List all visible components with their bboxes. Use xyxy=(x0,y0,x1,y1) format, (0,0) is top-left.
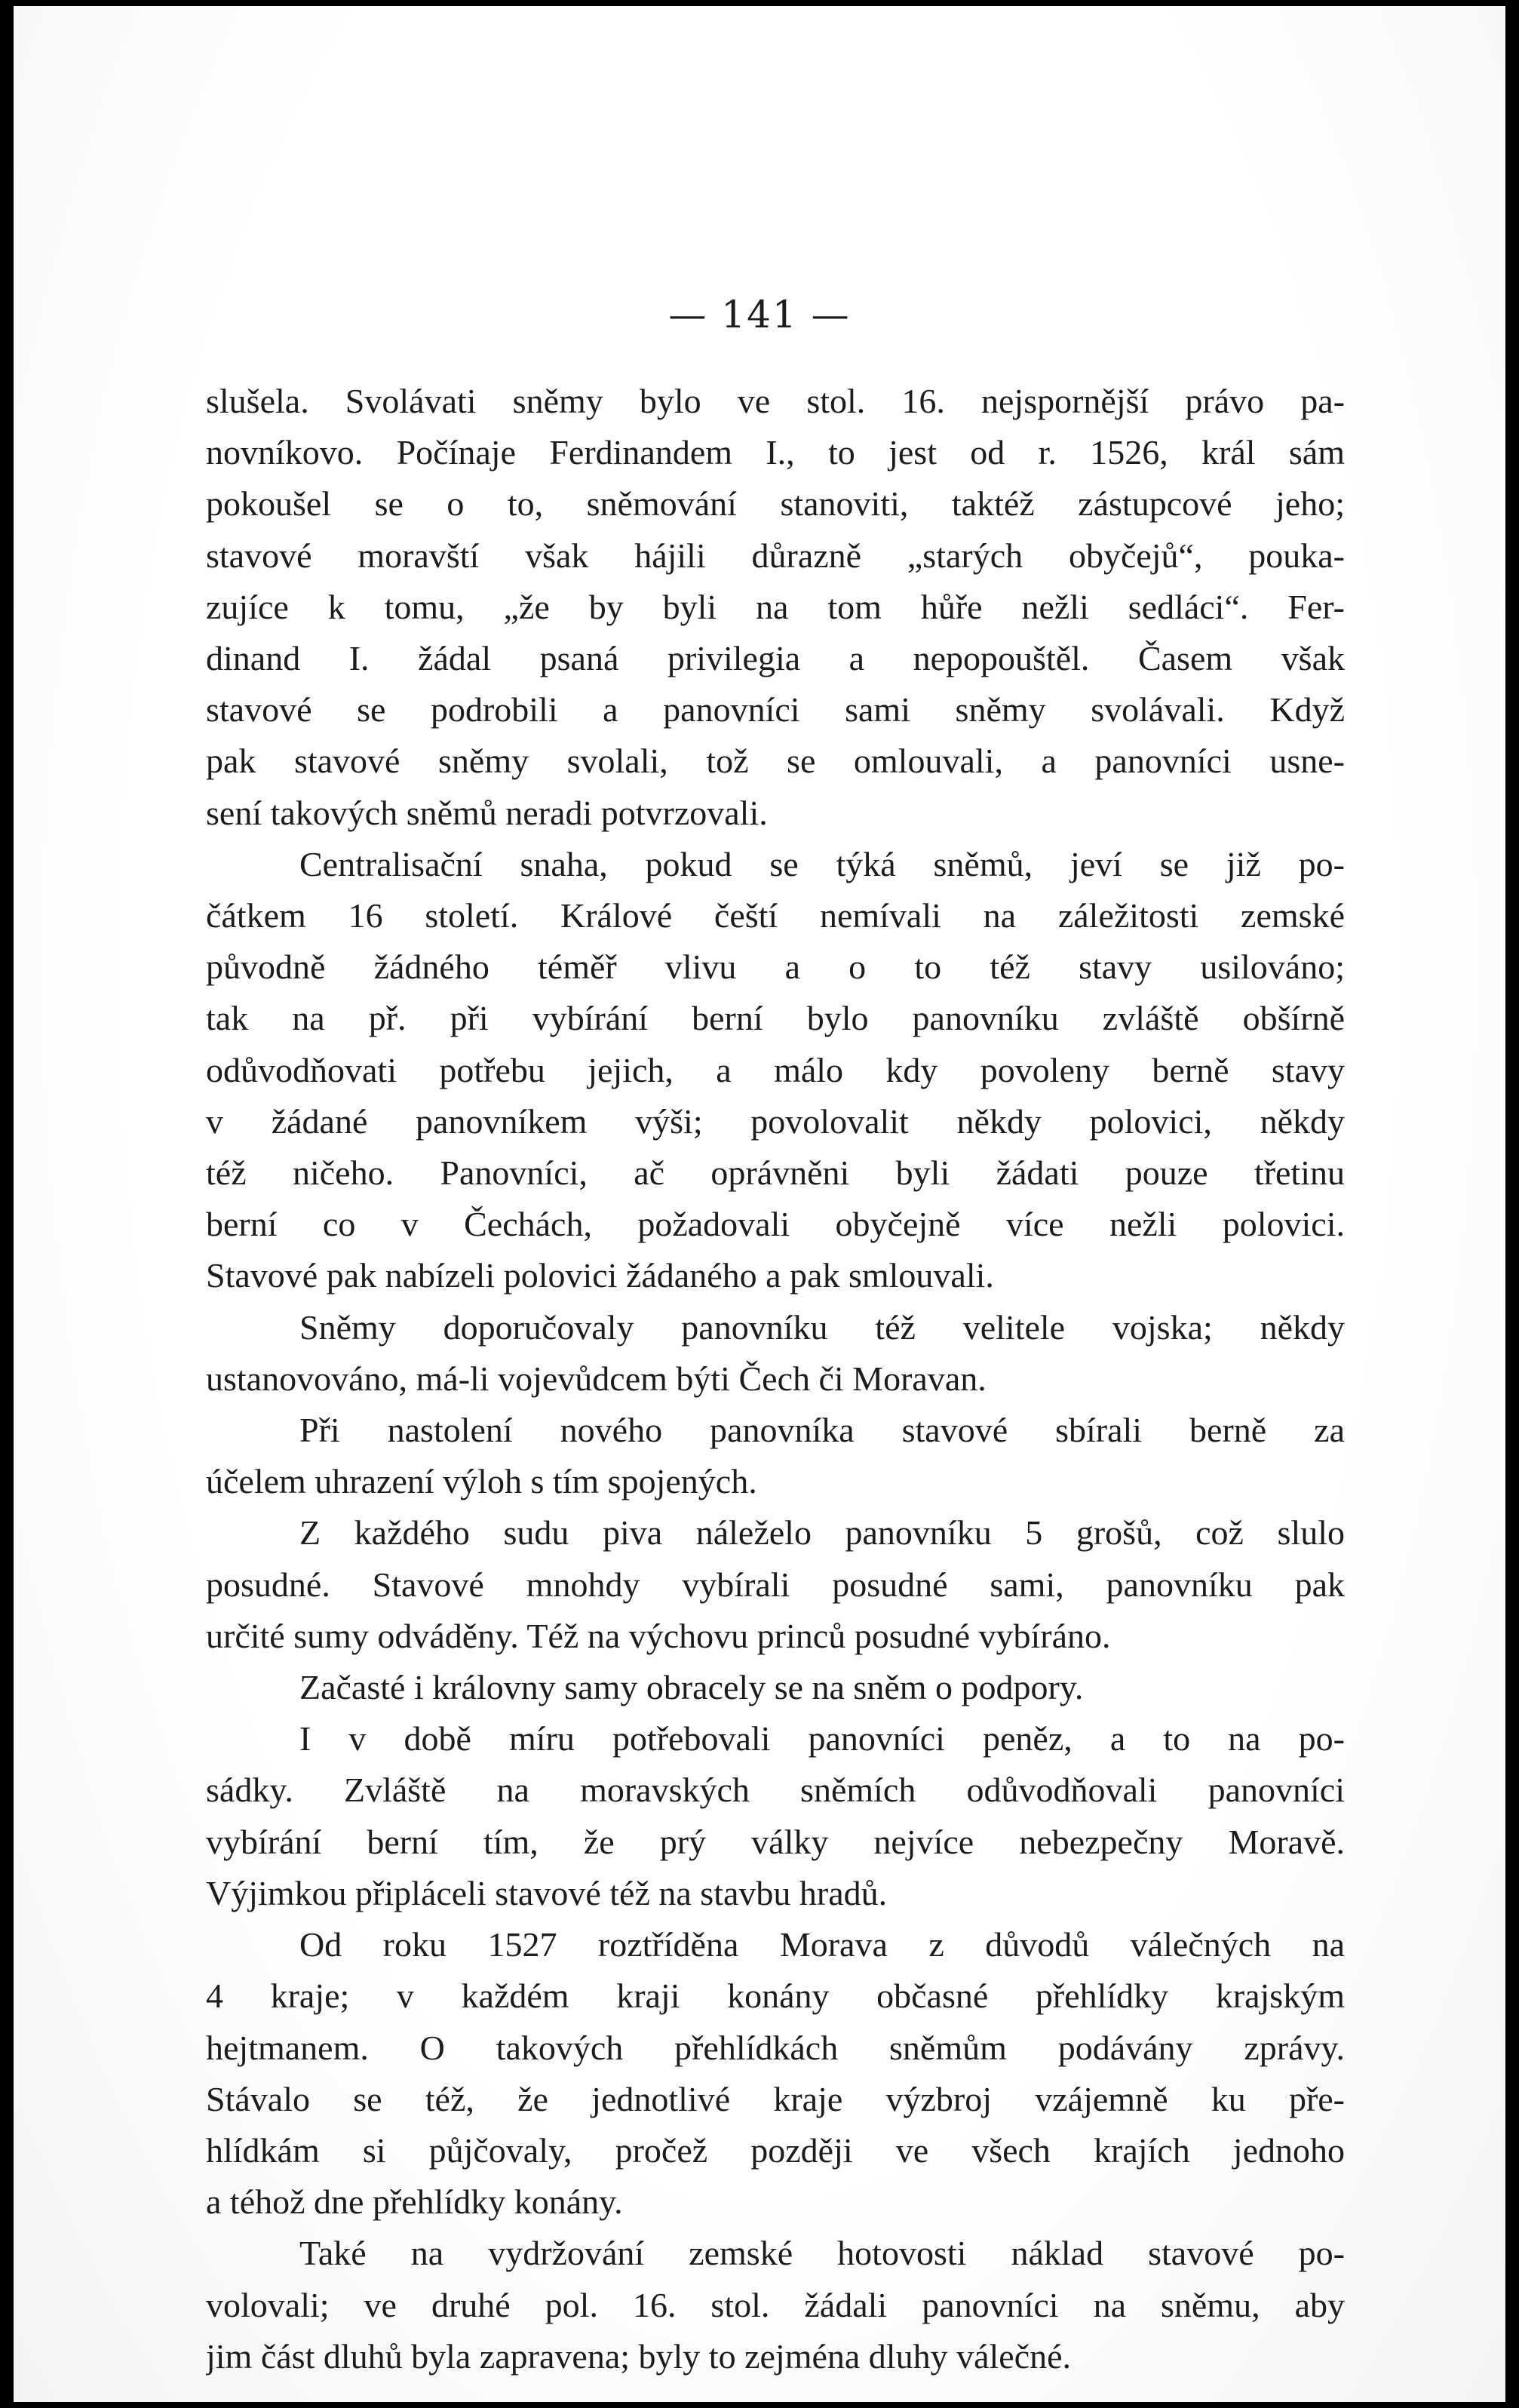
text-line: sádky. Zvláště na moravských sněmích odůvodňovali panovníci xyxy=(206,1771,1345,1810)
text-line: sení takových sněmů neradi potvrzovali. xyxy=(206,793,768,832)
text-line: pokoušel se o to, sněmování stanoviti, taktéž zástupcové jeho; xyxy=(206,484,1345,524)
text-line: posudné. Stavové mnohdy vybírali posudné sami, panovníku pak xyxy=(206,1565,1345,1604)
paragraph xyxy=(206,1919,1345,2228)
text-line: Stavové pak nabízeli polovici žádaného a pak smlouvali. xyxy=(206,1256,994,1295)
text-line: 4 kraje; v každém kraji konány občasné přehlídky krajským xyxy=(206,1976,1345,2016)
text-line: v žádané panovníkem výši; povolovalit někdy polovici, někdy xyxy=(206,1101,1345,1141)
text-line: I v době míru potřebovali panovníci peněz, a to na po- xyxy=(299,1719,1345,1758)
text-line: dinand I. žádal psaná privilegia a nepopouštěl. Časem však xyxy=(206,639,1345,678)
text-line: vybírání berní tím, že prý války nejvíce nebezpečny Moravě. xyxy=(206,1822,1345,1861)
text-line: jim část dluhů byla zapravena; byly to zejména dluhy válečné. xyxy=(206,2336,1072,2376)
text-line: hlídkám si půjčovaly, pročež později ve všech krajích jednoho xyxy=(206,2130,1345,2170)
text-line: Výjimkou připláceli stavové též na stavbu hradů. xyxy=(206,1873,888,1912)
text-line: Z každého sudu piva náleželo panovníku 5 grošů, což slulo xyxy=(299,1513,1345,1553)
book-page xyxy=(14,6,1505,2402)
text-line: též ničeho. Panovníci, ač oprávněni byli žádati pouze třetinu xyxy=(206,1153,1345,1193)
text-line: pak stavové sněmy svolali, tož se omlouvali, a panovníci usne- xyxy=(206,742,1345,781)
paragraph xyxy=(206,1507,1345,1662)
paragraph xyxy=(206,1405,1345,1507)
paragraph xyxy=(206,1713,1345,1919)
text-line: ustanovováno, má-li vojevůdcem býti Čech či Moravan. xyxy=(206,1359,987,1398)
text-line: odůvodňovati potřebu jejich, a málo kdy povoleny berně stavy xyxy=(206,1050,1345,1089)
text-line: zujíce k tomu, „že by byli na tom hůře nežli sedláci“. Fer- xyxy=(206,587,1345,626)
text-line: tak na př. při vybírání berní bylo panovníku zvláště obšírně xyxy=(206,999,1345,1038)
paragraph xyxy=(206,2228,1345,2382)
text-line: Také na vydržování zemské hotovosti náklad stavové po- xyxy=(299,2234,1345,2273)
text-line: Od roku 1527 roztříděna Morava z důvodů válečných na xyxy=(299,1925,1345,1964)
text-line: čátkem 16 století. Králové čeští nemívali na záležitosti zemské xyxy=(206,896,1345,935)
text-line: Sněmy doporučovaly panovníku též velitele vojska; někdy xyxy=(299,1307,1345,1347)
text-line: slušela. Svolávati sněmy bylo ve stol. 16. nejspornější právo pa- xyxy=(206,382,1345,420)
text-line: Centralisační snaha, pokud se týká sněmů, jeví se již po- xyxy=(299,844,1345,883)
text-line: účelem uhrazení výloh s tím spojených. xyxy=(206,1462,757,1501)
text-line: stavové moravští však hájili důrazně „starých obyčejů“, pouka- xyxy=(206,536,1345,575)
paragraph xyxy=(206,1302,1345,1405)
page-number: — 141 — xyxy=(668,293,851,336)
text-line: určité sumy odváděny. Též na výchovu princů posudné vybíráno. xyxy=(206,1616,1111,1655)
text-line: původně žádného téměř vlivu a o to též stavy usilováno; xyxy=(206,948,1345,987)
text-line: a téhož dne přehlídky konány. xyxy=(206,2182,623,2222)
text-line: stavové se podrobili a panovníci sami sněmy svolávali. Když xyxy=(206,690,1345,729)
text-line: berní co v Čechách, požadovali obyčejně více nežli polovici. xyxy=(206,1205,1345,1244)
text-line: Při nastolení nového panovníka stavové sbírali berně za xyxy=(299,1411,1345,1450)
paragraph xyxy=(206,376,1345,839)
text-line: volovali; ve druhé pol. 16. stol. žádali panovníci na sněmu, aby xyxy=(206,2285,1345,2324)
body-text xyxy=(206,376,1345,2382)
paragraph xyxy=(206,839,1345,1302)
text-line: Začasté i královny samy obracely se na sněm o podpory. xyxy=(299,1668,1084,1707)
text-line: novníkovo. Počínaje Ferdinandem I., to jest od r. 1526, král sám xyxy=(206,433,1345,472)
paragraph xyxy=(206,1662,1345,1713)
text-line: hejtmanem. O takových přehlídkách sněmům podávány zprávy. xyxy=(206,2028,1345,2067)
text-line: Stávalo se též, že jednotlivé kraje výzbroj vzájemně ku pře- xyxy=(206,2079,1345,2118)
